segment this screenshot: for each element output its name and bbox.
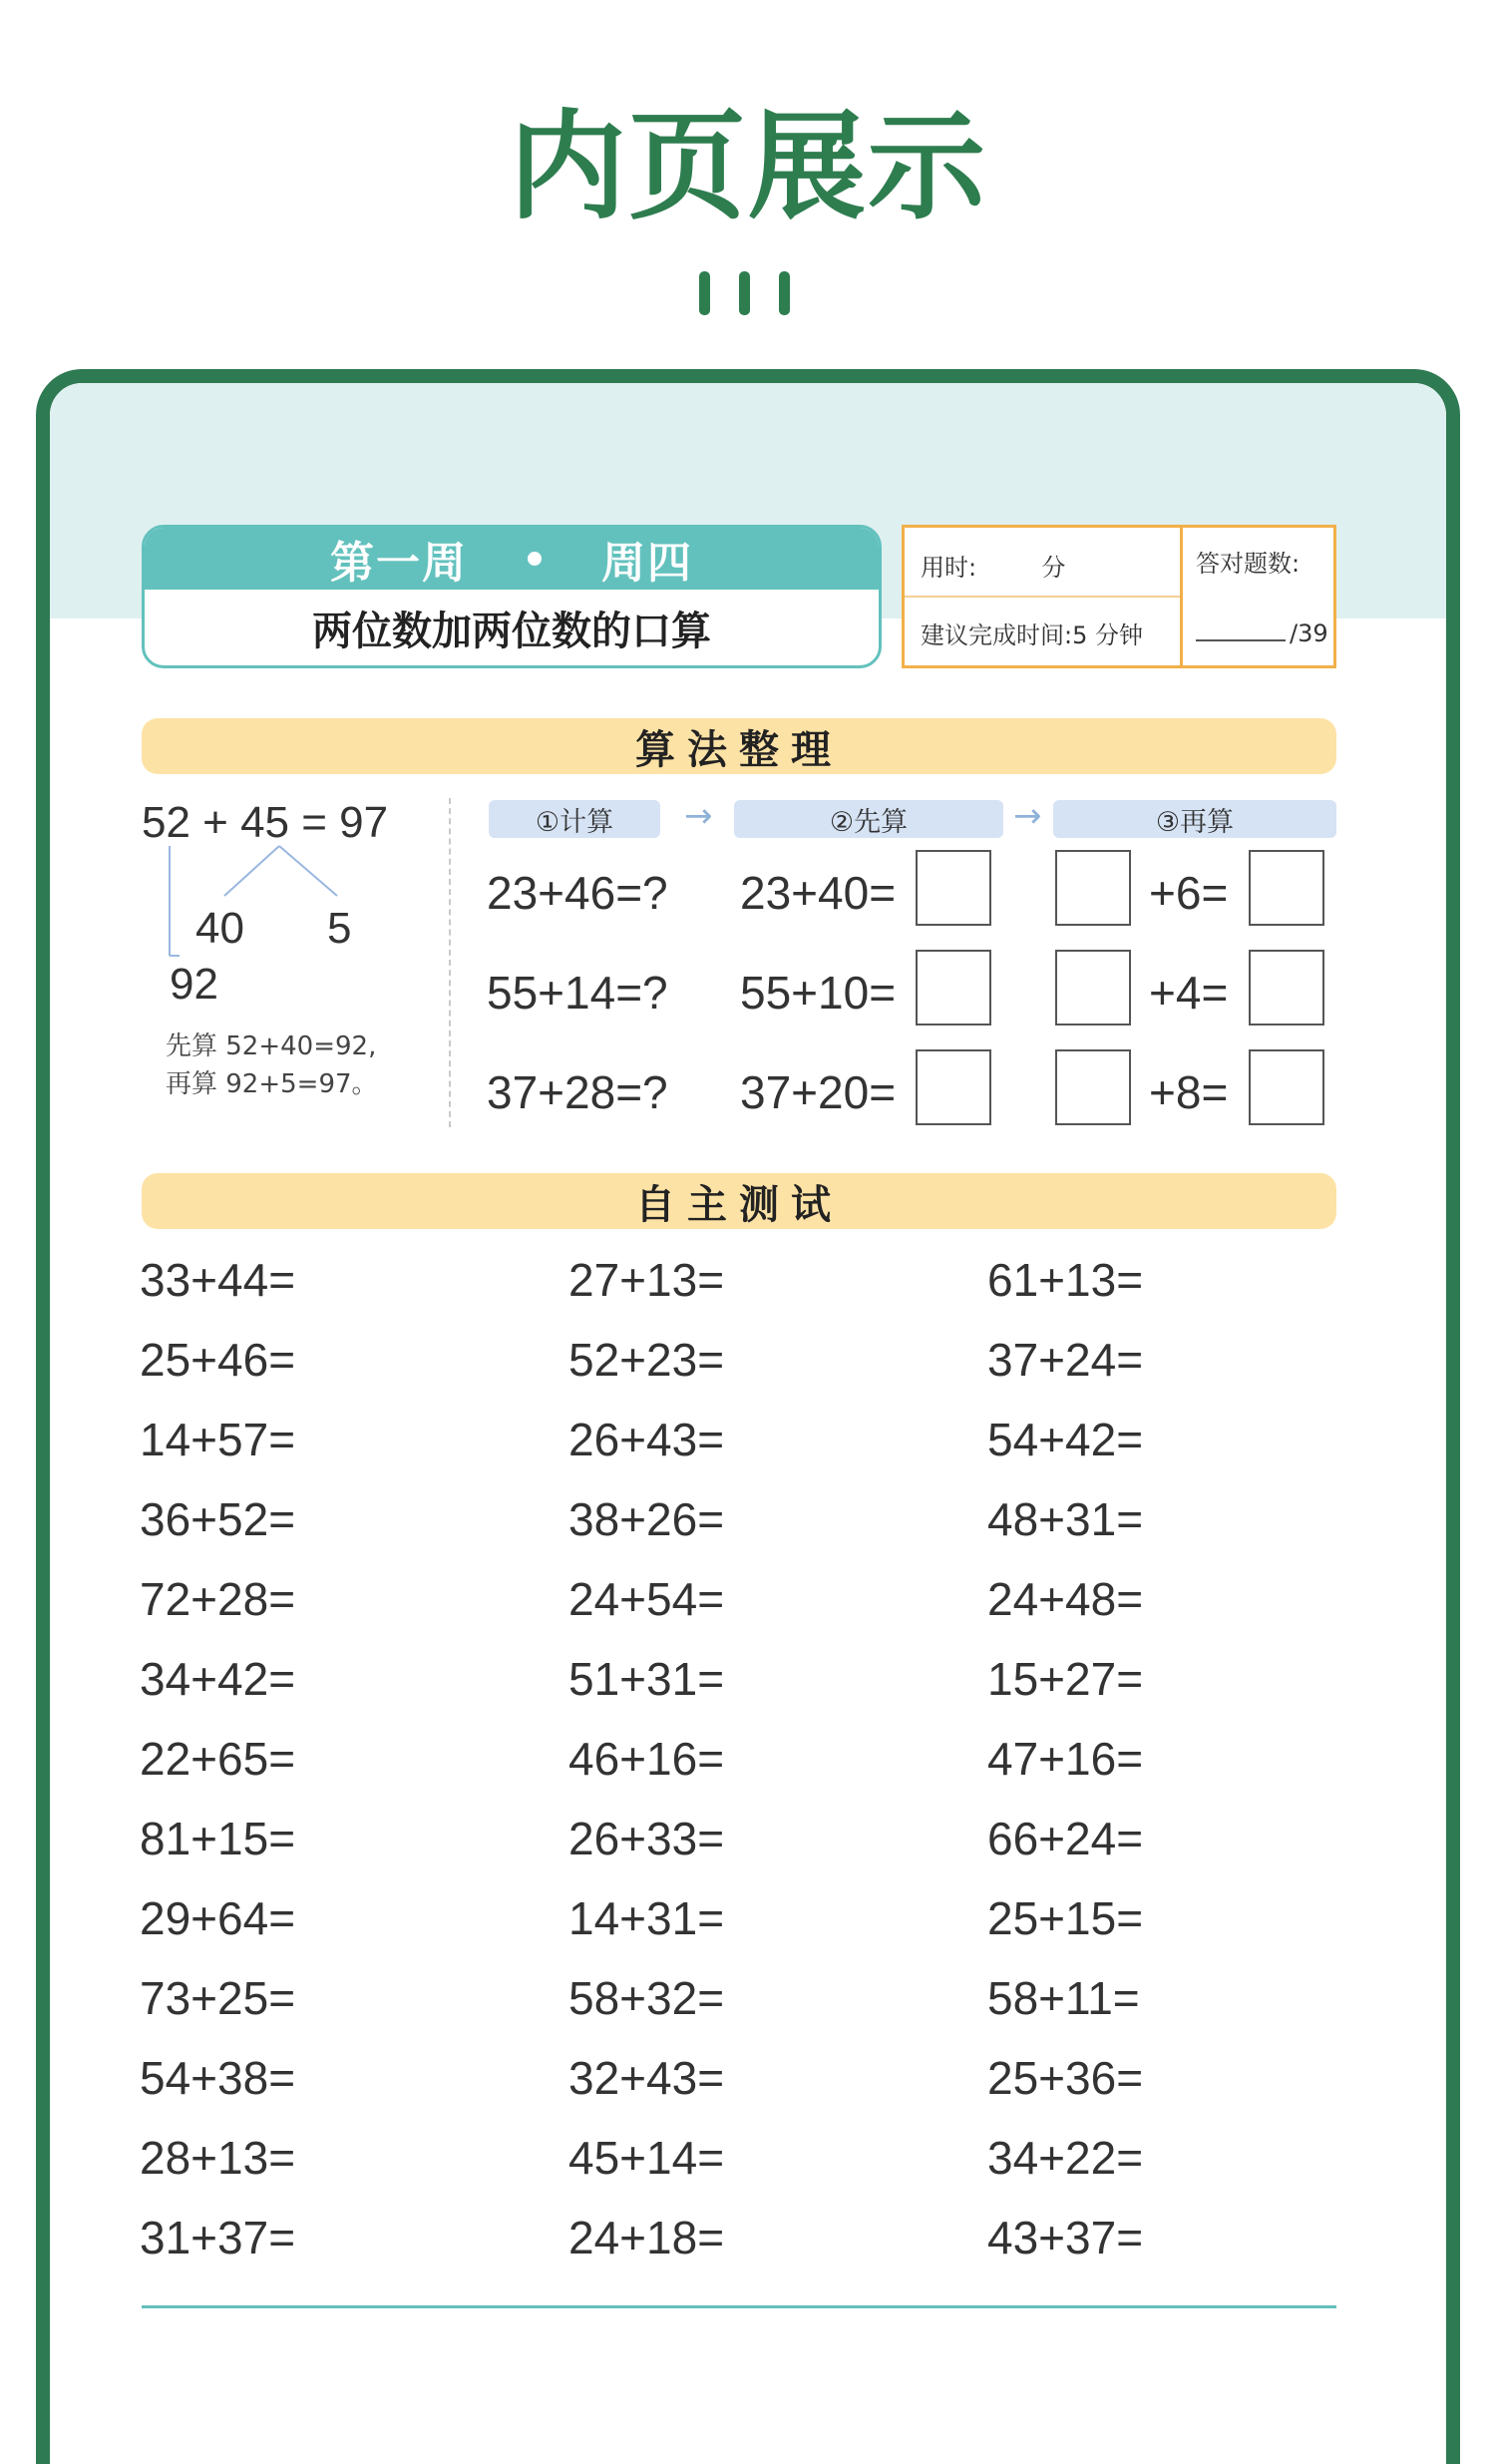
step-then-calc: +4=: [1149, 967, 1229, 1019]
suggested-time: 建议完成时间:5 分钟: [921, 621, 1143, 649]
practice-problem: 14+57=: [140, 1414, 296, 1465]
practice-problem: 14+31=: [568, 1892, 725, 1944]
practice-problem: 81+15=: [140, 1813, 296, 1864]
step-compute: ①计算: [489, 800, 660, 838]
step-first-calc: 23+40=: [740, 867, 897, 919]
arrow-right-icon: →: [1013, 796, 1042, 836]
answer-box[interactable]: [916, 850, 991, 926]
method-section-title: 算法整理: [142, 718, 1336, 774]
practice-problem: 24+18=: [568, 2212, 725, 2263]
practice-problem: 58+32=: [568, 1972, 725, 2024]
practice-problem: 22+65=: [140, 1733, 296, 1785]
example-partial-result: 92: [170, 960, 218, 1009]
practice-problem: 32+43=: [568, 2052, 725, 2104]
time-used-label: 用时:: [921, 554, 977, 582]
practice-problem: 15+27=: [987, 1653, 1144, 1705]
practice-problem: 25+15=: [987, 1892, 1144, 1944]
practice-problem: 36+52=: [140, 1493, 296, 1545]
dashed-divider: [449, 798, 451, 1127]
answer-box[interactable]: [1249, 850, 1324, 926]
practice-problem: 26+33=: [568, 1813, 725, 1864]
answer-box[interactable]: [1055, 850, 1131, 926]
practice-problem: 43+37=: [987, 2212, 1144, 2263]
step-then: ③再算: [1053, 800, 1336, 838]
step-first: ②先算: [734, 800, 1003, 838]
practice-problem: 29+64=: [140, 1892, 296, 1944]
step-first-calc: 37+20=: [740, 1066, 897, 1118]
bottom-divider: [142, 2305, 1336, 2308]
time-unit: 分: [1041, 554, 1066, 582]
bar-mark: [699, 271, 710, 315]
score-table: [902, 525, 1336, 668]
practice-problem: 38+26=: [568, 1493, 725, 1545]
practice-problem: 26+43=: [568, 1414, 725, 1465]
step-question: 37+28=?: [487, 1066, 668, 1118]
practice-problem: 52+23=: [568, 1334, 725, 1386]
week-label: 第一周: [330, 538, 468, 589]
practice-problem: 33+44=: [140, 1254, 296, 1306]
example-part-b: 5: [327, 904, 352, 953]
practice-problem: 37+24=: [987, 1334, 1144, 1386]
day-label: 周四: [601, 538, 693, 589]
page-heading: 内页展示: [508, 98, 987, 235]
arrow-right-icon: →: [684, 796, 713, 836]
bar-mark: [779, 271, 790, 315]
answer-box[interactable]: [1055, 950, 1131, 1026]
practice-problem: 28+13=: [140, 2132, 296, 2184]
practice-problem: 25+36=: [987, 2052, 1144, 2104]
practice-problem: 31+37=: [140, 2212, 296, 2263]
week-band: [145, 528, 879, 590]
answer-box[interactable]: [916, 950, 991, 1026]
practice-problem: 54+42=: [987, 1414, 1144, 1465]
example-part-a: 40: [195, 904, 244, 953]
answer-line: [1196, 639, 1286, 641]
example-note-line: 再算 92+5=97。: [166, 1069, 378, 1099]
answer-box[interactable]: [916, 1049, 991, 1125]
example-note-line: 先算 52+40=92,: [166, 1031, 377, 1061]
example-note: [166, 1027, 378, 1103]
practice-problem: 34+22=: [987, 2132, 1144, 2184]
total-questions-value: /39: [1290, 619, 1328, 647]
practice-problem: 46+16=: [568, 1733, 725, 1785]
step-then-calc: +8=: [1149, 1066, 1229, 1118]
separator-dot: [528, 552, 542, 566]
practice-problem: 48+31=: [987, 1493, 1144, 1545]
answer-box[interactable]: [1249, 1049, 1324, 1125]
split-diagram-lines: [150, 838, 352, 968]
step-question: 23+46=?: [487, 867, 668, 919]
step-then-calc: +6=: [1149, 867, 1229, 919]
lesson-header: [142, 525, 882, 668]
practice-section-title: 自主测试: [142, 1173, 1336, 1229]
answer-box[interactable]: [1055, 1049, 1131, 1125]
practice-problem: 34+42=: [140, 1653, 296, 1705]
answer-box[interactable]: [1249, 950, 1324, 1026]
example-equation: 52 + 45 = 97: [142, 798, 389, 847]
practice-problem: 73+25=: [140, 1972, 296, 2024]
lesson-title: 两位数加两位数的口算: [312, 608, 711, 654]
practice-problem: 54+38=: [140, 2052, 296, 2104]
practice-problem: 24+48=: [987, 1573, 1144, 1625]
correct-count-label: 答对题数:: [1196, 550, 1301, 578]
decorative-bars: [0, 271, 1496, 315]
practice-problem: 24+54=: [568, 1573, 725, 1625]
total-questions: [1196, 619, 1328, 647]
practice-problem: 51+31=: [568, 1653, 725, 1705]
practice-problem: 25+46=: [140, 1334, 296, 1386]
practice-problem: 27+13=: [568, 1254, 725, 1306]
step-first-calc: 55+10=: [740, 967, 897, 1019]
time-used-cell: [921, 548, 1065, 583]
bar-mark: [739, 271, 750, 315]
table-divider: [1180, 528, 1183, 665]
practice-problem: 72+28=: [140, 1573, 296, 1625]
table-divider: [905, 596, 1180, 598]
practice-problem: 61+13=: [987, 1254, 1144, 1306]
step-question: 55+14=?: [487, 967, 668, 1019]
practice-problem: 45+14=: [568, 2132, 725, 2184]
practice-problem: 66+24=: [987, 1813, 1144, 1864]
practice-problem: 58+11=: [987, 1972, 1140, 2024]
practice-problem: 47+16=: [987, 1733, 1144, 1785]
